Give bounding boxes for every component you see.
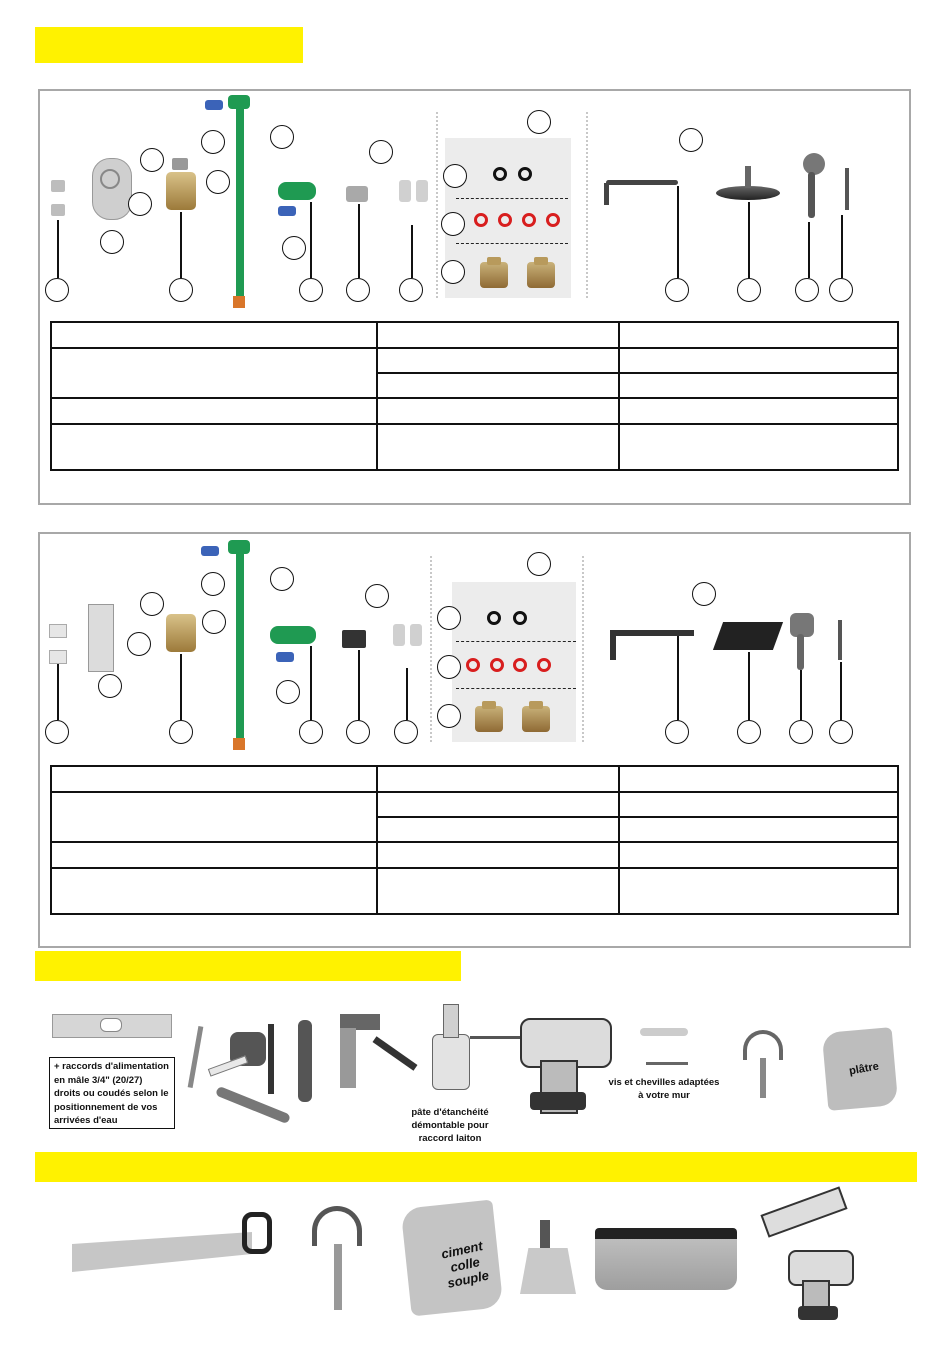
spanner-icon	[215, 1086, 291, 1124]
mixing-tub-icon	[595, 1228, 737, 1290]
cap-icon	[49, 624, 67, 638]
cap-icon	[410, 624, 422, 646]
round-shower-head-icon	[716, 186, 780, 200]
plug-icon	[205, 100, 223, 110]
section-header-materials	[35, 1152, 917, 1182]
chisel-icon	[373, 1036, 418, 1070]
plug-icon	[201, 546, 219, 556]
spec-table-round	[50, 321, 899, 471]
supply-fittings-note: + raccords d'alimentation en mâle 3/4" (20/27) droits ou coudés selon le positionnement de vos arrivées d'eau	[49, 1057, 175, 1129]
screw-icon	[646, 1062, 688, 1065]
shower-hose-icon	[838, 620, 842, 660]
green-pipe-icon	[236, 100, 244, 300]
square-trim-plate-icon	[88, 604, 114, 672]
adjustable-wrench-icon	[298, 1020, 312, 1102]
round-trim-plate-icon	[92, 158, 132, 220]
green-elbow-icon	[278, 182, 316, 200]
pipe-clamp-icon	[743, 1030, 783, 1060]
screwdriver-icon	[268, 1024, 274, 1094]
pencil-icon	[188, 1026, 204, 1088]
cap-icon	[399, 180, 411, 202]
cap-icon	[51, 204, 65, 216]
wall-plug-icon	[640, 1028, 688, 1036]
valve-body-icon	[166, 172, 196, 210]
saw-icon	[72, 1232, 252, 1272]
shower-arm-icon	[606, 180, 678, 185]
spec-table-square	[50, 765, 899, 915]
sealant-bottle-icon	[432, 1034, 470, 1090]
trowel-icon	[540, 1220, 550, 1248]
plaster-label: plâtre	[848, 1060, 880, 1078]
cap-icon	[49, 650, 67, 664]
screws-caption: vis et chevilles adaptées à votre mur	[608, 1077, 720, 1101]
cap-icon	[416, 180, 428, 202]
green-elbow-icon	[270, 626, 316, 644]
valve-body-icon	[166, 614, 196, 652]
wall-outlet-icon	[342, 630, 366, 648]
hand-shower-icon	[803, 153, 825, 175]
section-header-contents	[35, 27, 303, 63]
shower-hose-icon	[845, 168, 849, 210]
shower-arm-icon	[610, 630, 694, 636]
sealant-caption: pâte d'étanchéité démontable pour raccord laiton	[411, 1107, 489, 1144]
square-shower-head-icon	[713, 622, 783, 650]
cap-icon	[51, 180, 65, 192]
section-header-tools	[35, 951, 461, 981]
wall-outlet-icon	[346, 186, 368, 202]
cement-label: ciment colle souple	[439, 1238, 491, 1291]
green-pipe-icon	[236, 544, 244, 742]
cap-icon	[393, 624, 405, 646]
pipe-clamp-icon	[312, 1206, 362, 1246]
utility-knife-icon	[760, 1186, 847, 1237]
